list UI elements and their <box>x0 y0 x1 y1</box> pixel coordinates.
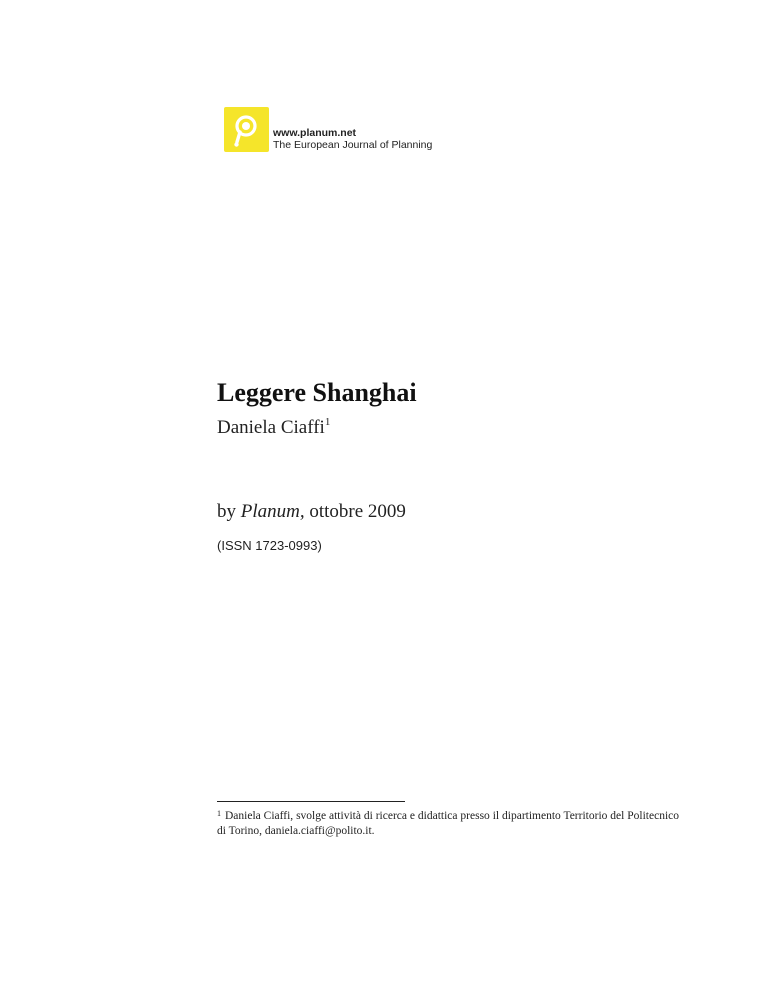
footnote-text: Daniela Ciaffi, svolge attività di ricerca e didattica presso il dipartimento Territorio del Politecnico di Torino, daniela.ciaffi@polito.it. <box>217 810 679 837</box>
journal-header-text <box>273 127 432 151</box>
byline-prefix: by <box>217 501 241 522</box>
author-footnote-marker[interactable]: 1 <box>324 416 331 428</box>
footnote-divider <box>217 801 405 802</box>
publication-byline <box>217 501 406 523</box>
publication-name: Planum, <box>240 501 305 522</box>
issn-number: (ISSN 1723-0993) <box>217 538 322 553</box>
footnote <box>217 806 679 839</box>
footnote-marker: 1 <box>217 809 221 818</box>
publication-date: ottobre 2009 <box>304 501 406 522</box>
journal-header <box>224 107 432 152</box>
author-name <box>217 416 330 439</box>
site-url[interactable]: www.planum.net <box>273 127 357 139</box>
planum-logo-graphic <box>224 107 269 152</box>
planum-logo-icon <box>224 107 269 152</box>
document-title: Leggere Shanghai <box>217 378 417 407</box>
journal-tagline: The European Journal of Planning <box>273 139 433 151</box>
author-name-text: Daniela Ciaffi <box>217 417 325 438</box>
